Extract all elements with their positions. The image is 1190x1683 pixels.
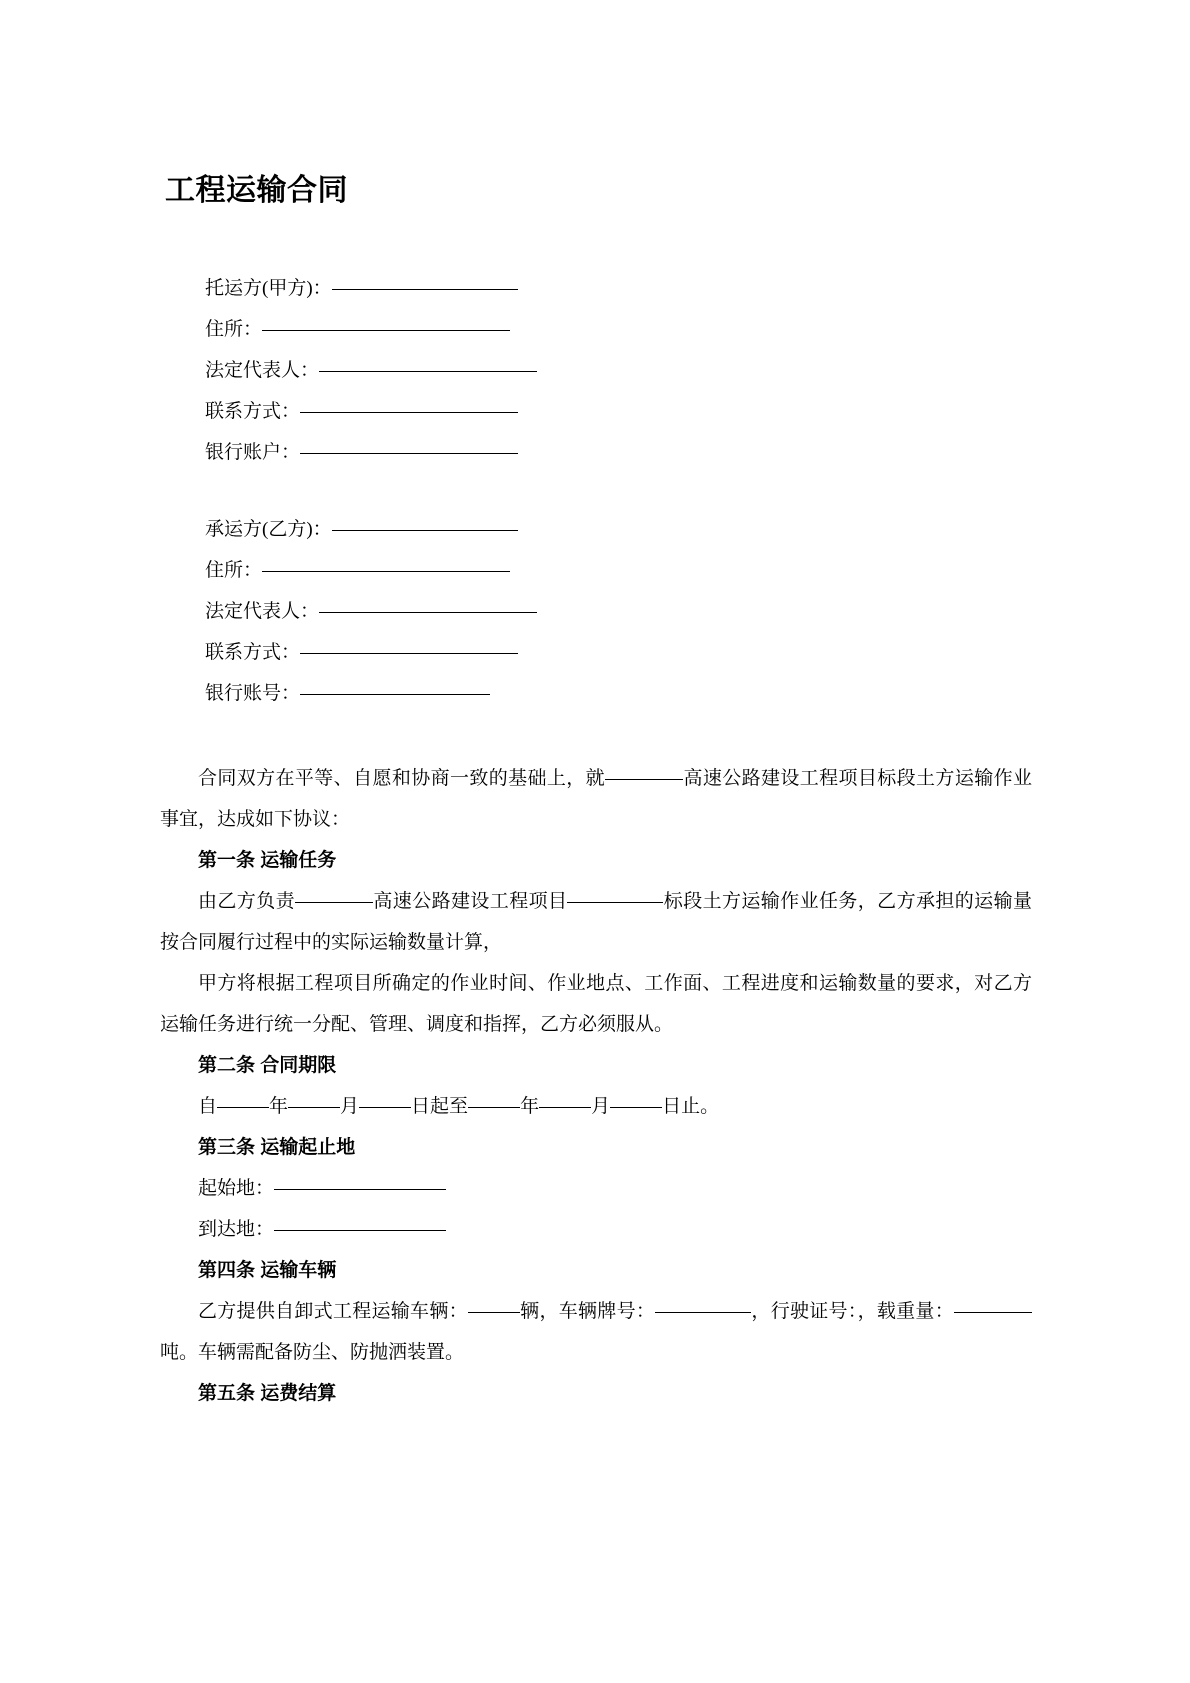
carrier-legal-rep-blank[interactable]: [319, 612, 537, 613]
clause-one-paragraph-2: 甲方将根据工程项目所确定的作业时间、作业地点、工作面、工程进度和运输数量的要求，对乙方运输任务进行统一分配、管理、调度和指挥，乙方必须服从。: [160, 973, 1032, 1035]
term-end-month-blank[interactable]: [539, 1107, 591, 1108]
carrier-bank-account-blank[interactable]: [300, 694, 490, 695]
origin-blank[interactable]: [274, 1189, 446, 1190]
clause-one-paragraph-1: [160, 881, 1032, 963]
intro-text-part2: 高速公路建设工程项目标段土方运输作业事宜，达成如下协议：: [160, 768, 1032, 830]
carrier-name-row: [205, 509, 1032, 550]
intro-text-part1: 合同双方在平等、自愿和协商一致的基础上，就: [198, 768, 606, 789]
vehicle-plate-blank[interactable]: [655, 1312, 751, 1313]
carrier-address-blank[interactable]: [262, 571, 510, 572]
term-end-day-blank[interactable]: [610, 1107, 662, 1108]
vehicle-load-blank[interactable]: [954, 1312, 1032, 1313]
carrier-legal-rep-label: 法定代表人：: [205, 601, 320, 622]
carrier-name-label: 承运方(乙方)：: [205, 519, 332, 540]
consignor-address-blank[interactable]: [262, 330, 510, 331]
carrier-bank-account-row: [205, 673, 1032, 714]
intro-paragraph: [160, 758, 1032, 840]
vehicle-text-b: 辆，车辆牌号：: [519, 1301, 656, 1322]
vehicle-text-a: 乙方提供自卸式工程运输车辆：: [198, 1301, 468, 1322]
consignor-party-block: [160, 268, 1032, 473]
consignor-contact-row: [205, 391, 1032, 432]
vehicle-text-c: ，行驶证号：，载重量：: [751, 1301, 954, 1322]
term-start-day-blank[interactable]: [359, 1107, 411, 1108]
page-title: 工程运输合同: [165, 174, 348, 207]
carrier-address-row: [205, 550, 1032, 591]
consignor-legal-rep-blank[interactable]: [319, 371, 537, 372]
term-start-year-blank[interactable]: [217, 1107, 269, 1108]
clause-two-term-line: [160, 1086, 1032, 1127]
consignor-name-label: 托运方(甲方)：: [205, 278, 332, 299]
destination-row: [160, 1209, 1032, 1250]
consignor-bank-account-label: 银行账户：: [205, 442, 301, 463]
term-month-unit-end: 月: [591, 1096, 611, 1117]
clause-one-project-blank[interactable]: [295, 902, 373, 903]
vehicle-text-d: 吨。车辆需配备防尘、防抛洒装置。: [160, 1342, 465, 1363]
document-content: [160, 0, 1032, 1414]
consignor-name-blank[interactable]: [332, 289, 518, 290]
term-start-month-blank[interactable]: [288, 1107, 340, 1108]
carrier-address-label: 住所：: [205, 560, 263, 581]
intro-project-blank[interactable]: [605, 779, 683, 780]
carrier-name-blank[interactable]: [332, 530, 518, 531]
clause-one-text-a: 由乙方负责: [198, 891, 295, 912]
term-end-label: 日止。: [662, 1096, 720, 1117]
clause-four-paragraph: [160, 1291, 1032, 1373]
clause-one-text-b: 高速公路建设工程项目: [373, 891, 568, 912]
term-to-label: 日起至: [411, 1096, 469, 1117]
clause-three-title: 第三条 运输起止地: [198, 1137, 356, 1158]
consignor-contact-label: 联系方式：: [205, 401, 301, 422]
clause-five-title: 第五条 运费结算: [198, 1383, 337, 1404]
consignor-name-row: [205, 268, 1032, 309]
term-year-unit-end: 年: [520, 1096, 540, 1117]
consignor-legal-rep-row: [205, 350, 1032, 391]
consignor-address-row: [205, 309, 1032, 350]
destination-blank[interactable]: [274, 1230, 446, 1231]
term-month-unit-start: 月: [340, 1096, 360, 1117]
term-year-unit-start: 年: [269, 1096, 289, 1117]
carrier-contact-row: [205, 632, 1032, 673]
consignor-bank-account-row: [205, 432, 1032, 473]
carrier-party-block: [160, 509, 1032, 714]
clause-four-title: 第四条 运输车辆: [198, 1260, 337, 1281]
origin-row: [160, 1168, 1032, 1209]
consignor-contact-blank[interactable]: [300, 412, 518, 413]
carrier-bank-account-label: 银行账号：: [205, 683, 301, 704]
carrier-contact-blank[interactable]: [300, 653, 518, 654]
clause-one-text-c: 标段土方运输作业任务，乙方承担的运输量按合同履行过程中的实际运输数量计算，: [160, 891, 1032, 953]
consignor-address-label: 住所：: [205, 319, 263, 340]
consignor-legal-rep-label: 法定代表人：: [205, 360, 320, 381]
clause-one-title: 第一条 运输任务: [198, 850, 337, 871]
clause-two-title: 第二条 合同期限: [198, 1055, 337, 1076]
destination-label: 到达地：: [198, 1219, 275, 1240]
clause-one-section-blank[interactable]: [567, 902, 663, 903]
term-end-year-blank[interactable]: [468, 1107, 520, 1108]
origin-label: 起始地：: [198, 1178, 275, 1199]
consignor-bank-account-blank[interactable]: [300, 453, 518, 454]
carrier-legal-rep-row: [205, 591, 1032, 632]
vehicle-count-blank[interactable]: [468, 1312, 520, 1313]
carrier-contact-label: 联系方式：: [205, 642, 301, 663]
term-from-label: 自: [198, 1096, 218, 1117]
